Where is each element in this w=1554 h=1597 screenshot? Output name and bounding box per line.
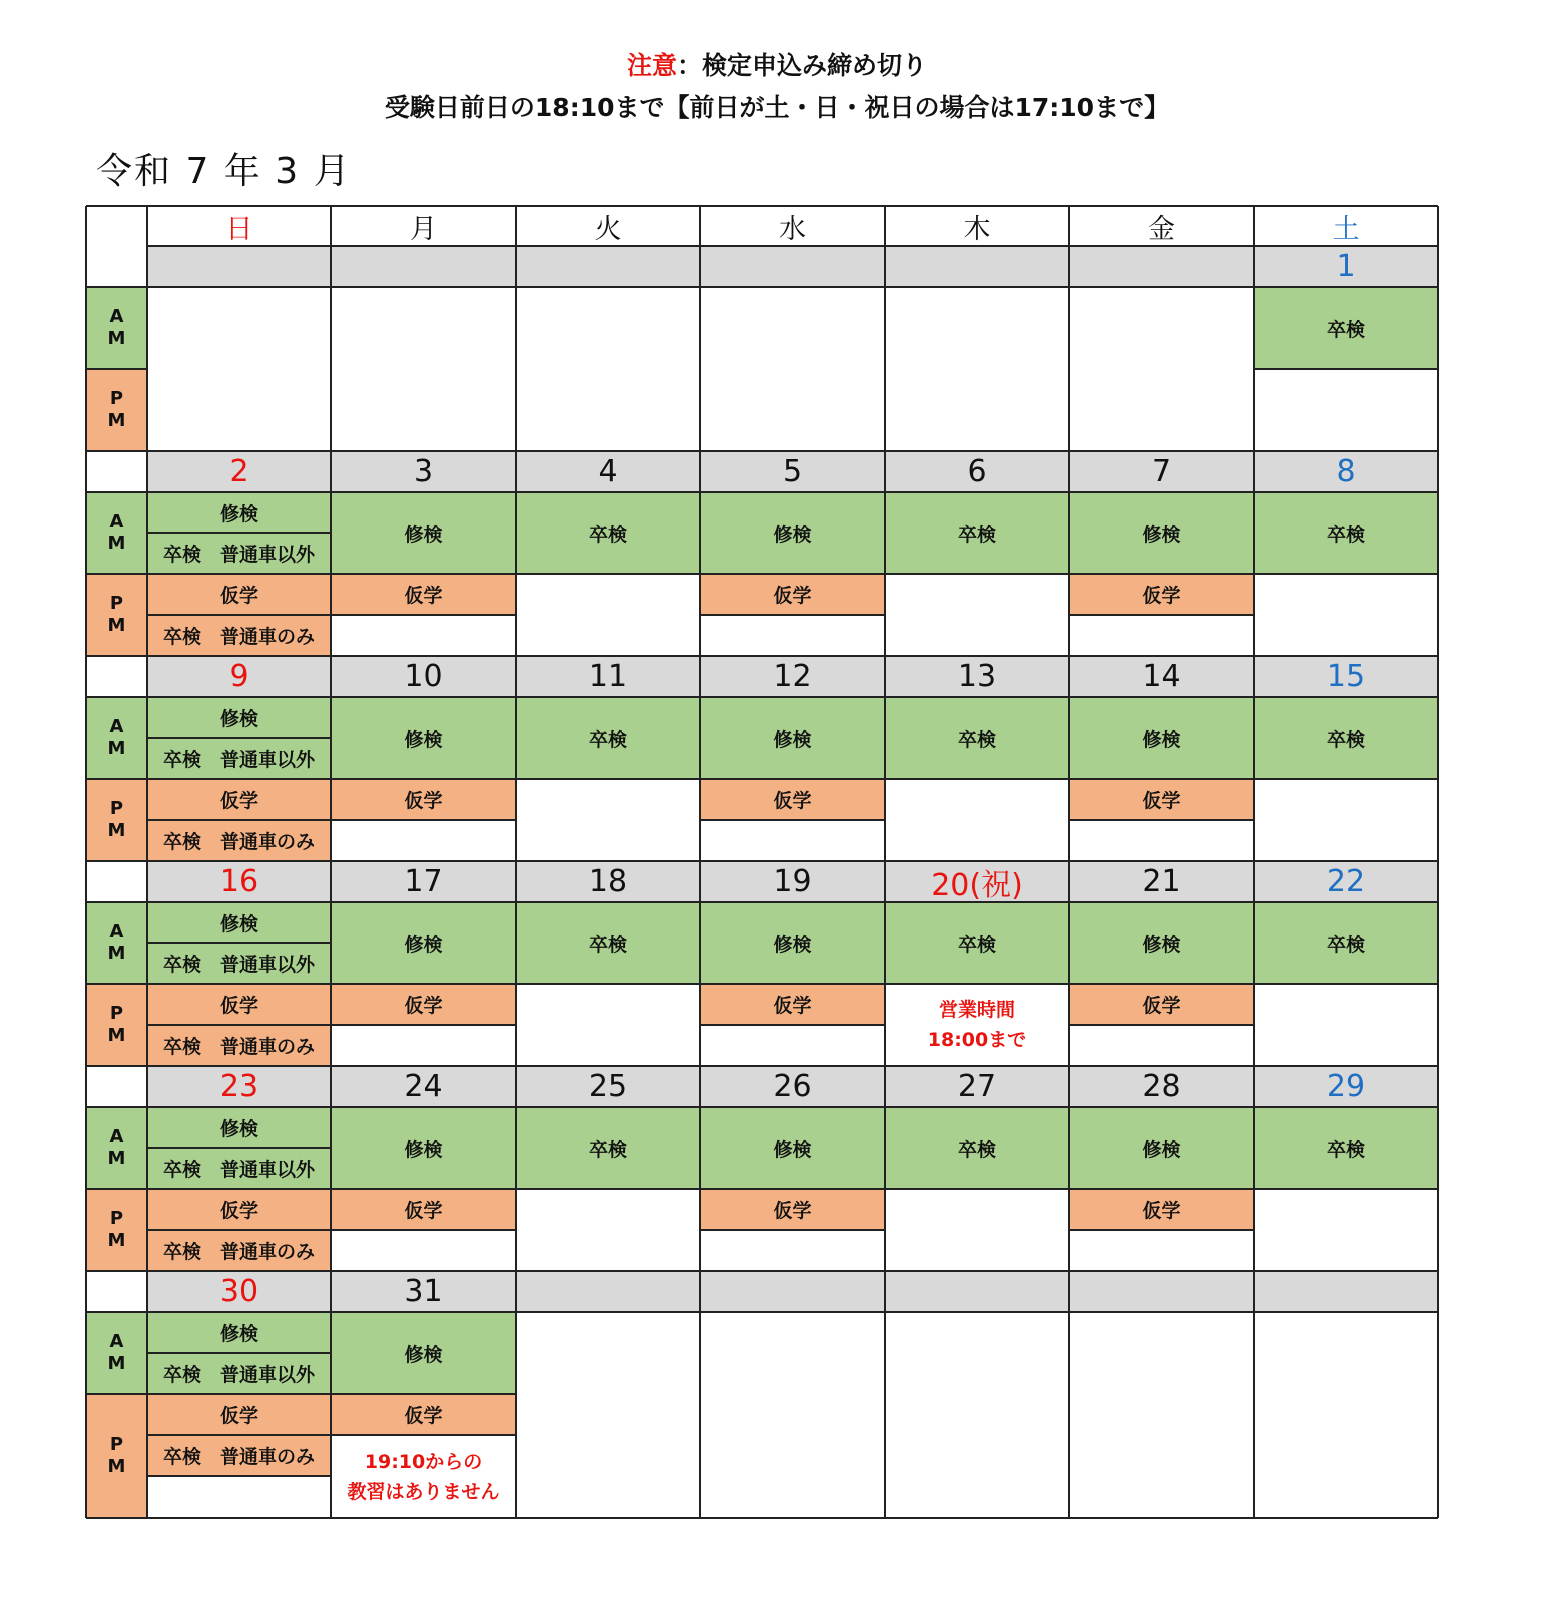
am-sotsuken-non-standard: 卒検 普通車以外 xyxy=(147,533,331,574)
day-number: 26 xyxy=(700,1066,885,1107)
am-shuken: 修検 xyxy=(331,697,516,779)
am-shuken: 修検 xyxy=(1069,902,1254,984)
pm-kagaku: 仮学 xyxy=(331,1394,516,1435)
day-number: 20(祝) xyxy=(885,861,1069,902)
day-number: 17 xyxy=(331,861,516,902)
pm-kagaku: 仮学 xyxy=(331,779,516,820)
am-shuken: 修検 xyxy=(700,492,885,574)
pm-kagaku: 仮学 xyxy=(331,1189,516,1230)
day-number: 19 xyxy=(700,861,885,902)
day-number: 7 xyxy=(1069,451,1254,492)
day-number: 18 xyxy=(516,861,700,902)
am-shuken: 修検 xyxy=(1069,1107,1254,1189)
pm-label: P M xyxy=(86,1394,147,1518)
weekday-header: 月 xyxy=(410,213,437,245)
am-shuken: 修検 xyxy=(331,492,516,574)
pm-kagaku: 仮学 xyxy=(1069,984,1254,1025)
day-number: 12 xyxy=(700,656,885,697)
pm-label: P M xyxy=(86,574,147,656)
holiday-hours-note: 営業時間 18:00まで xyxy=(927,999,1027,1051)
am-label: A M xyxy=(86,902,147,984)
pm-label: P M xyxy=(86,369,147,451)
pm-sotsuken-standard: 卒検 普通車のみ xyxy=(147,1025,331,1066)
pm-label: P M xyxy=(86,1189,147,1271)
weekday-header: 日 xyxy=(225,213,253,245)
am-sotsuken: 卒検 xyxy=(1254,1107,1438,1189)
pm-kagaku: 仮学 xyxy=(700,574,885,615)
pm-kagaku: 仮学 xyxy=(147,574,331,615)
am-shuken: 修検 xyxy=(147,902,331,943)
notice-label: 注意 xyxy=(626,51,677,80)
weekday-header: 土 xyxy=(1332,213,1360,245)
day-number: 4 xyxy=(516,451,700,492)
day-number: 29 xyxy=(1254,1066,1438,1107)
pm-kagaku: 仮学 xyxy=(700,984,885,1025)
pm-kagaku: 仮学 xyxy=(700,779,885,820)
pm-sotsuken-standard: 卒検 普通車のみ xyxy=(147,1230,331,1271)
day-number: 3 xyxy=(331,451,516,492)
day-number: 6 xyxy=(885,451,1069,492)
am-sotsuken-non-standard: 卒検 普通車以外 xyxy=(147,738,331,779)
day-number: 16 xyxy=(147,861,331,902)
am-sotsuken: 卒検 xyxy=(885,697,1069,779)
am-label: A M xyxy=(86,492,147,574)
am-shuken: 修検 xyxy=(331,902,516,984)
weekday-header: 水 xyxy=(779,213,806,245)
month-title: 令和 7 年 3 月 xyxy=(96,151,352,192)
pm-label: P M xyxy=(86,779,147,861)
no-lessons-note: 19:10からの 教習はありません xyxy=(347,1450,500,1503)
am-label: A M xyxy=(86,1312,147,1394)
day-number: 5 xyxy=(700,451,885,492)
am-shuken: 修検 xyxy=(700,1107,885,1189)
am-shuken: 修検 xyxy=(147,492,331,533)
am-shuken: 修検 xyxy=(700,902,885,984)
am-label: A M xyxy=(86,1107,147,1189)
am-shuken: 修検 xyxy=(1069,492,1254,574)
am-sotsuken: 卒検 xyxy=(1254,492,1438,574)
day-number: 28 xyxy=(1069,1066,1254,1107)
pm-sotsuken-standard: 卒検 普通車のみ xyxy=(147,1435,331,1476)
pm-kagaku: 仮学 xyxy=(331,984,516,1025)
am-sotsuken: 卒検 xyxy=(516,697,700,779)
day-number: 21 xyxy=(1069,861,1254,902)
pm-kagaku: 仮学 xyxy=(147,779,331,820)
day-number: 1 xyxy=(1254,246,1438,287)
am-shuken: 修検 xyxy=(1069,697,1254,779)
am-sotsuken: 卒検 xyxy=(516,902,700,984)
am-label: A M xyxy=(86,287,147,369)
day-number: 13 xyxy=(885,656,1069,697)
am-shuken: 修検 xyxy=(331,1312,516,1394)
am-sotsuken: 卒検 xyxy=(885,902,1069,984)
am-label: A M xyxy=(86,697,147,779)
notice-text: ：検定申込み締め切り xyxy=(677,51,928,80)
pm-kagaku: 仮学 xyxy=(1069,1189,1254,1230)
am-sotsuken-non-standard: 卒検 普通車以外 xyxy=(147,1148,331,1189)
day-number: 25 xyxy=(516,1066,700,1107)
day-number: 2 xyxy=(147,451,331,492)
am-sotsuken-non-standard: 卒検 普通車以外 xyxy=(147,943,331,984)
pm-kagaku: 仮学 xyxy=(331,574,516,615)
day-number: 27 xyxy=(885,1066,1069,1107)
pm-kagaku: 仮学 xyxy=(1069,779,1254,820)
day-number: 9 xyxy=(147,656,331,697)
day-number: 31 xyxy=(331,1271,516,1312)
day-number: 22 xyxy=(1254,861,1438,902)
day-number: 10 xyxy=(331,656,516,697)
am-sotsuken: 卒検 xyxy=(885,492,1069,574)
pm-kagaku: 仮学 xyxy=(147,1394,331,1435)
pm-kagaku: 仮学 xyxy=(147,984,331,1025)
am-sotsuken: 卒検 xyxy=(516,1107,700,1189)
am-shuken: 修検 xyxy=(700,697,885,779)
am-sotsuken: 卒検 xyxy=(1254,287,1438,369)
pm-sotsuken-standard: 卒検 普通車のみ xyxy=(147,820,331,861)
weekday-header: 火 xyxy=(594,213,622,245)
pm-kagaku: 仮学 xyxy=(700,1189,885,1230)
am-shuken: 修検 xyxy=(147,697,331,738)
am-shuken: 修検 xyxy=(147,1107,331,1148)
day-number: 14 xyxy=(1069,656,1254,697)
day-number: 11 xyxy=(516,656,700,697)
weekday-header: 金 xyxy=(1148,213,1175,245)
day-number: 24 xyxy=(331,1066,516,1107)
pm-label: P M xyxy=(86,984,147,1066)
day-number: 8 xyxy=(1254,451,1438,492)
pm-sotsuken-standard: 卒検 普通車のみ xyxy=(147,615,331,656)
day-number: 23 xyxy=(147,1066,331,1107)
am-sotsuken-non-standard: 卒検 普通車以外 xyxy=(147,1353,331,1394)
am-shuken: 修検 xyxy=(331,1107,516,1189)
am-shuken: 修検 xyxy=(147,1312,331,1353)
am-sotsuken: 卒検 xyxy=(885,1107,1069,1189)
day-number: 15 xyxy=(1254,656,1438,697)
weekday-header: 木 xyxy=(963,213,991,245)
day-number: 30 xyxy=(147,1271,331,1312)
pm-kagaku: 仮学 xyxy=(1069,574,1254,615)
am-sotsuken: 卒検 xyxy=(516,492,700,574)
deadline-detail: 受験日前日の18:10まで【前日が土・日・祝日の場合は17:10まで】 xyxy=(384,93,1170,122)
am-sotsuken: 卒検 xyxy=(1254,902,1438,984)
pm-kagaku: 仮学 xyxy=(147,1189,331,1230)
am-sotsuken: 卒検 xyxy=(1254,697,1438,779)
